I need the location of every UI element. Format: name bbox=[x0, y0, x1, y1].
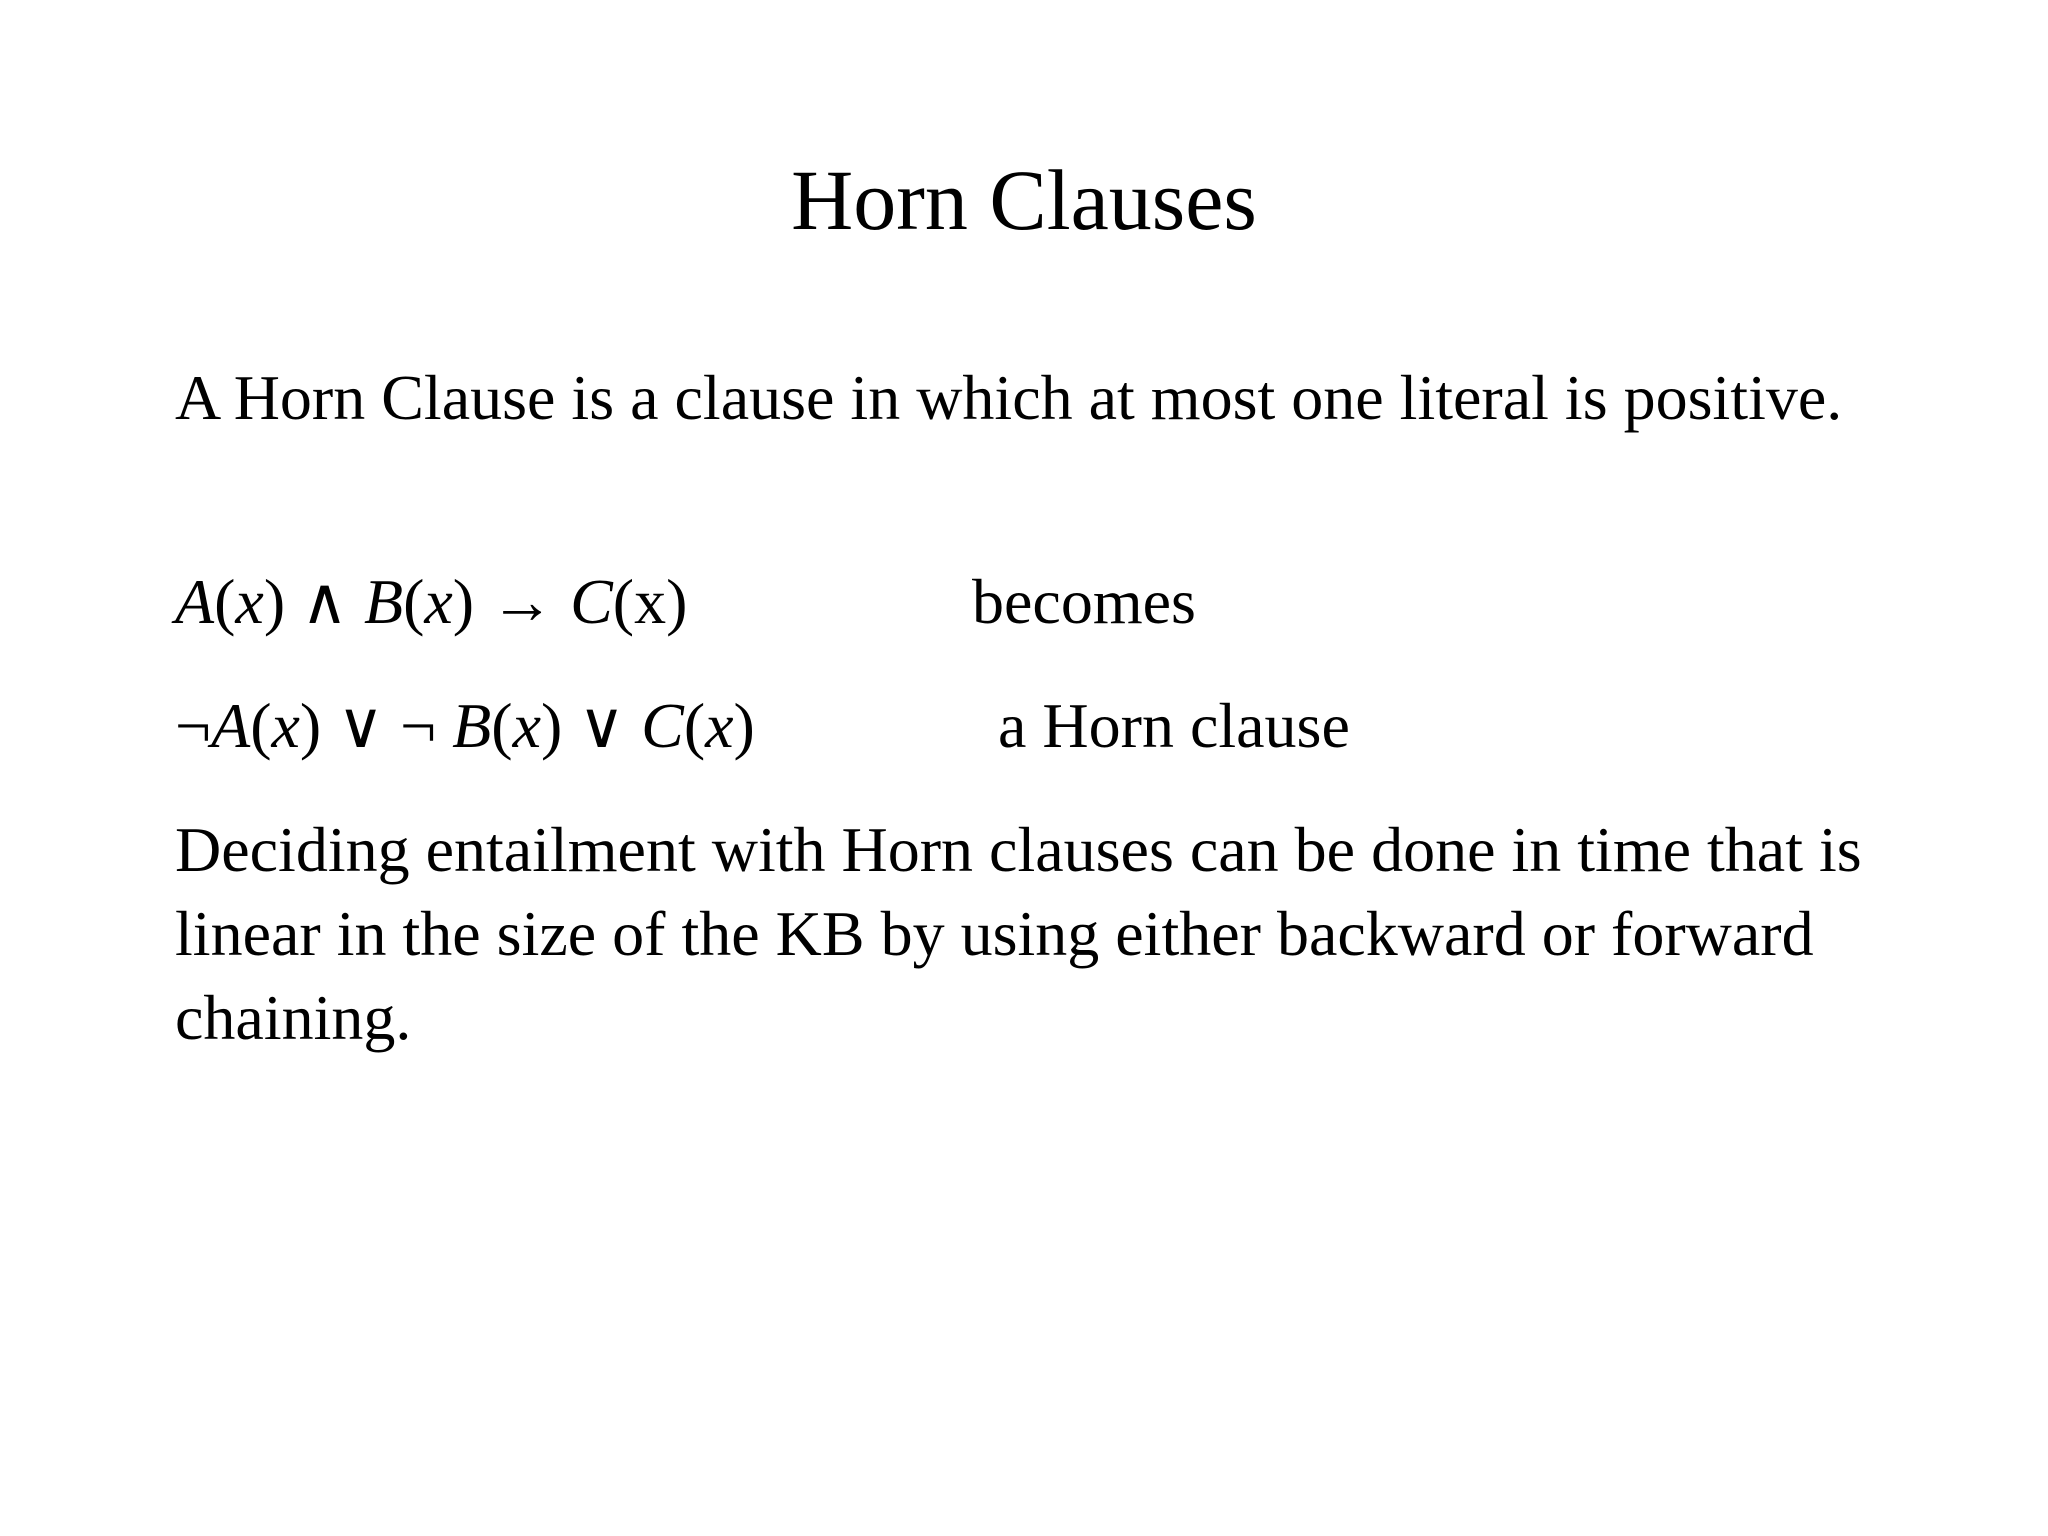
formula-symbol-b: B bbox=[363, 566, 404, 637]
entailment-note: Deciding entailment with Horn clauses can be done in time that is linear in the size of the KB by using either backward or forward chaining. bbox=[175, 814, 1862, 1053]
disjunction-formula: ¬A(x) ∨ ¬ B(x) ∨ C(x) bbox=[175, 690, 755, 761]
horn-clause-definition: A Horn Clause is a clause in which at most one literal is positive. bbox=[175, 362, 1843, 433]
slide-title: Horn Clauses bbox=[791, 152, 1257, 248]
implication-description: becomes bbox=[972, 566, 1196, 637]
implication-formula: A(x) ∧ B(x) → C(x) bbox=[175, 566, 688, 637]
disjunction-description: a Horn clause bbox=[998, 690, 1350, 761]
formula-symbol-a: A bbox=[175, 566, 215, 637]
formula-symbol-c: C bbox=[570, 566, 613, 637]
